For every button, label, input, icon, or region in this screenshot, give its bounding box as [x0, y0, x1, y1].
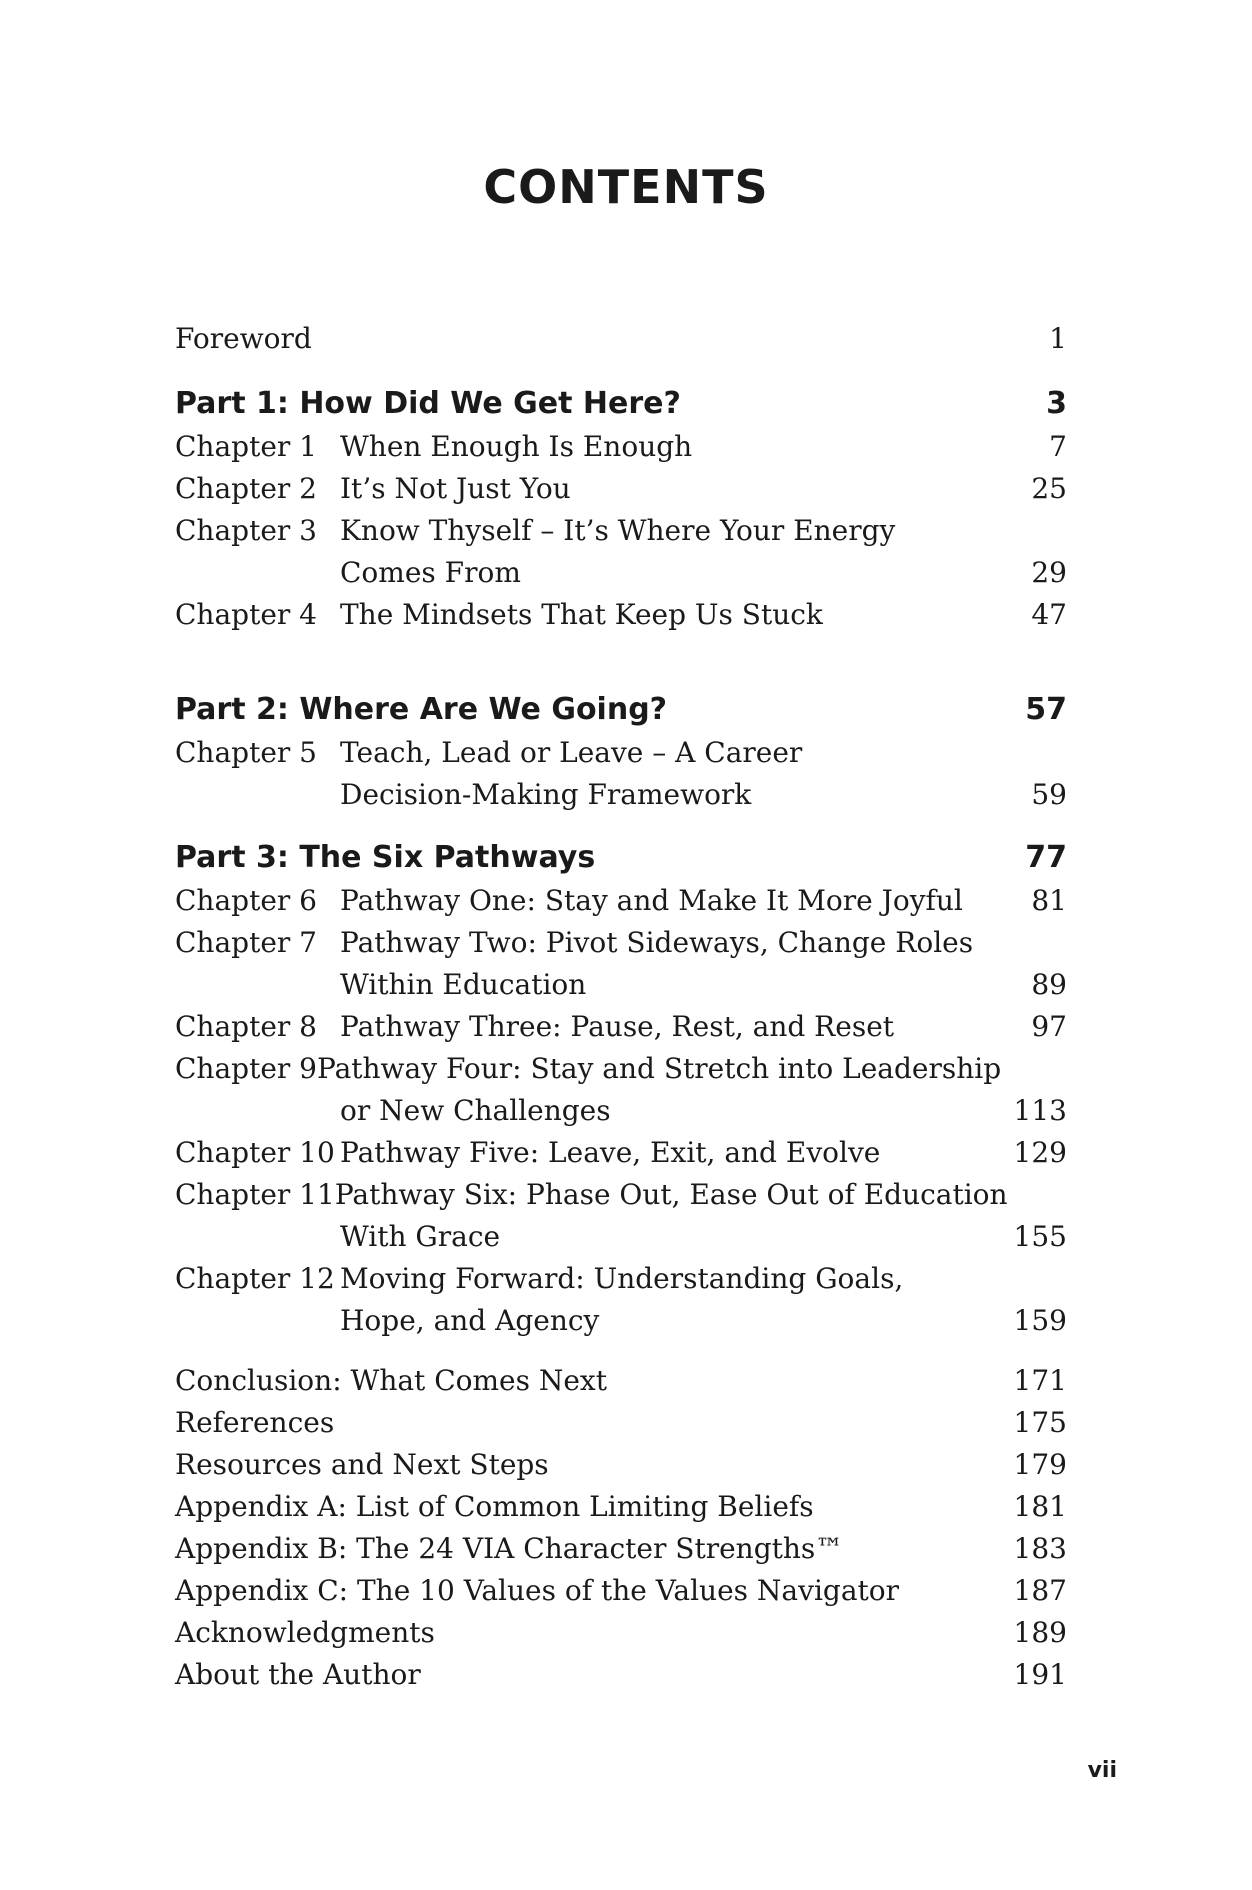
toc-page-number: 57 [1025, 692, 1067, 727]
toc-chapter-9 [175, 1048, 1067, 1090]
chapter-label: Chapter 7 [175, 926, 317, 959]
chapter-title: Pathway Three: Pause, Rest, and Reset [340, 1010, 895, 1043]
toc-page-number: 159 [1013, 1304, 1067, 1337]
chapter-label: Chapter 1 [175, 430, 317, 463]
chapter-label: Chapter 6 [175, 884, 317, 917]
chapter-label: Chapter 5 [175, 736, 317, 769]
part-title: Part 2: Where Are We Going? [175, 692, 668, 727]
chapter-title-continued: Comes From [340, 556, 521, 589]
toc-chapter-5 [175, 732, 1067, 774]
chapter-label: Chapter 3 [175, 514, 317, 547]
table-of-contents [175, 318, 1067, 1696]
chapter-label: Chapter 11 [175, 1178, 335, 1211]
toc-entry-foreword [175, 318, 1067, 360]
toc-chapter-12 [175, 1258, 1067, 1300]
toc-chapter-4 [175, 594, 1067, 636]
toc-page-number: 187 [1013, 1574, 1067, 1607]
toc-page-number: 77 [1025, 840, 1067, 875]
toc-page-number: 25 [1031, 472, 1067, 505]
toc-entry-label: Foreword [175, 322, 312, 355]
chapter-title: Pathway Two: Pivot Sideways, Change Roles [340, 926, 974, 959]
chapter-label: Chapter 2 [175, 472, 317, 505]
toc-entry-acknowledgments [175, 1612, 1067, 1654]
part-title: Part 1: How Did We Get Here? [175, 386, 681, 421]
toc-chapter-5-continued [175, 774, 1067, 816]
toc-page-number: 59 [1031, 778, 1067, 811]
toc-chapter-12-continued [175, 1300, 1067, 1342]
toc-page-number: 189 [1013, 1616, 1067, 1649]
toc-entry-label: References [175, 1406, 335, 1439]
toc-page-number: 183 [1013, 1532, 1067, 1565]
toc-entry-label: Appendix B: The 24 VIA Character Strengths™ [175, 1532, 844, 1565]
chapter-title: Moving Forward: Understanding Goals, [340, 1262, 904, 1295]
toc-page-number: 29 [1031, 556, 1067, 589]
chapter-label: Chapter 9 [175, 1052, 317, 1085]
toc-entry-appendix-a [175, 1486, 1067, 1528]
toc-page-number: 113 [1013, 1094, 1067, 1127]
toc-entry-resources [175, 1444, 1067, 1486]
chapter-title: Know Thyself – It’s Where Your Energy [340, 514, 896, 547]
toc-entry-about-author [175, 1654, 1067, 1696]
toc-entry-conclusion [175, 1360, 1067, 1402]
toc-entry-references [175, 1402, 1067, 1444]
toc-page-number: 171 [1013, 1364, 1067, 1397]
toc-chapter-3 [175, 510, 1067, 552]
toc-chapter-9-continued [175, 1090, 1067, 1132]
toc-page-number: 191 [1013, 1658, 1067, 1691]
chapter-label: Chapter 10 [175, 1136, 335, 1169]
toc-page-number: 175 [1013, 1406, 1067, 1439]
chapter-title: The Mindsets That Keep Us Stuck [340, 598, 823, 631]
chapter-title-continued: Hope, and Agency [340, 1304, 600, 1337]
toc-part-1 [175, 382, 1067, 426]
toc-entry-appendix-c [175, 1570, 1067, 1612]
toc-part-2 [175, 688, 1067, 732]
toc-entry-label: Appendix A: List of Common Limiting Beliefs [175, 1490, 814, 1523]
toc-page-number: 89 [1031, 968, 1067, 1001]
toc-chapter-7 [175, 922, 1067, 964]
toc-chapter-7-continued [175, 964, 1067, 1006]
chapter-label: Chapter 12 [175, 1262, 335, 1295]
toc-page-number: 129 [1013, 1136, 1067, 1169]
page-folio: vii [1087, 1758, 1117, 1783]
toc-page-number: 97 [1031, 1010, 1067, 1043]
toc-chapter-2 [175, 468, 1067, 510]
chapter-title: Pathway Five: Leave, Exit, and Evolve [340, 1136, 881, 1169]
toc-page-number: 155 [1013, 1220, 1067, 1253]
chapter-label: Chapter 8 [175, 1010, 317, 1043]
chapter-title-continued: Within Education [340, 968, 587, 1001]
toc-entry-label: Appendix C: The 10 Values of the Values Navigator [175, 1574, 900, 1607]
toc-entry-appendix-b [175, 1528, 1067, 1570]
toc-entry-label: Resources and Next Steps [175, 1448, 549, 1481]
toc-page-number: 179 [1013, 1448, 1067, 1481]
toc-entry-label: About the Author [175, 1658, 421, 1691]
toc-chapter-8 [175, 1006, 1067, 1048]
chapter-title: Teach, Lead or Leave – A Career [340, 736, 803, 769]
chapter-title: Pathway Four: Stay and Stretch into Leadership [317, 1052, 1002, 1085]
toc-page-number: 7 [1049, 430, 1067, 463]
toc-page-number: 81 [1031, 884, 1067, 917]
chapter-title-continued: With Grace [340, 1220, 501, 1253]
toc-entry-label: Conclusion: What Comes Next [175, 1364, 607, 1397]
chapter-title: It’s Not Just You [340, 472, 571, 505]
toc-chapter-11-continued [175, 1216, 1067, 1258]
page-title: CONTENTS [483, 160, 769, 214]
toc-chapter-3-continued [175, 552, 1067, 594]
toc-part-3 [175, 836, 1067, 880]
chapter-title: Pathway Six: Phase Out, Ease Out of Education [334, 1178, 1008, 1211]
toc-entry-label: Acknowledgments [175, 1616, 435, 1649]
chapter-title-continued: Decision-Making Framework [340, 778, 752, 811]
toc-page-number: 3 [1046, 386, 1067, 421]
toc-page-number: 1 [1049, 322, 1067, 355]
toc-chapter-11 [175, 1174, 1067, 1216]
part-title: Part 3: The Six Pathways [175, 840, 596, 875]
toc-chapter-6 [175, 880, 1067, 922]
toc-page-number: 47 [1031, 598, 1067, 631]
toc-chapter-10 [175, 1132, 1067, 1174]
chapter-title: Pathway One: Stay and Make It More Joyful [340, 884, 963, 917]
chapter-title-continued: or New Challenges [340, 1094, 611, 1127]
chapter-label: Chapter 4 [175, 598, 317, 631]
toc-page-number: 181 [1013, 1490, 1067, 1523]
toc-chapter-1 [175, 426, 1067, 468]
chapter-title: When Enough Is Enough [340, 430, 693, 463]
